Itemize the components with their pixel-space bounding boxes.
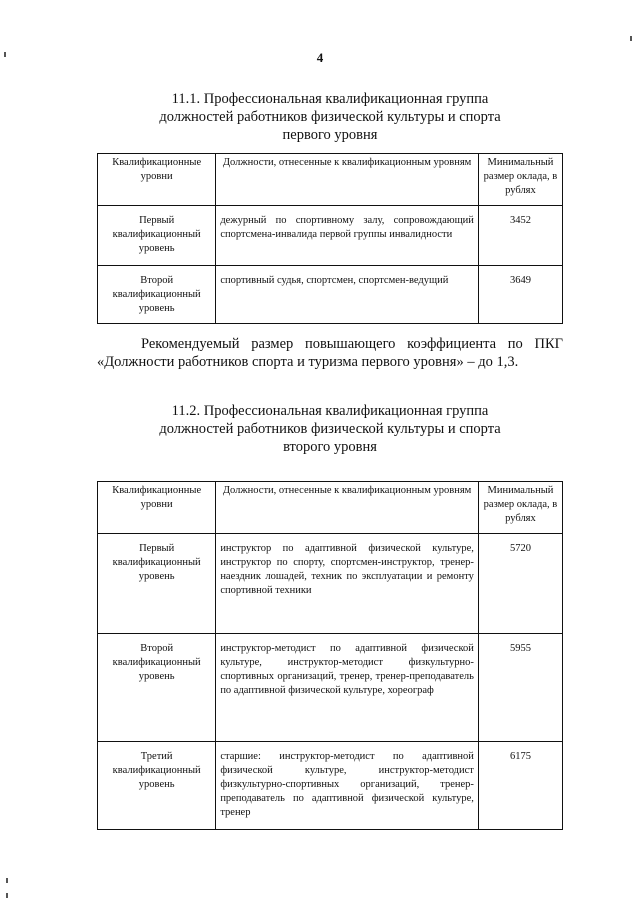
section-2-title-line: должностей работников физической культуры и спорта <box>159 421 501 437</box>
recommendation-paragraph: Рекомендуемый размер повышающего коэффициента по ПКГ «Должности работников спорта и туризма первого уровня» – до 1,3. <box>97 336 563 370</box>
table-header-row <box>98 482 563 534</box>
cell-positions: старшие: инструктор-методист по адаптивной физической культуре, инструктор-методист физкультурно-спортивных организаций, тренер-преподаватель по адаптивной физической культуре, тренер <box>216 742 479 830</box>
cell-salary: 3649 <box>478 266 562 324</box>
scan-mark <box>6 878 8 883</box>
table-pkg-level-1 <box>97 153 563 324</box>
scan-mark <box>630 36 632 41</box>
cell-positions: спортивный судья, спортсмен, спортсмен-ведущий <box>216 266 479 324</box>
section-2-title-line: 11.2. Профессиональная квалификационная группа <box>171 403 489 419</box>
table-row <box>98 634 563 742</box>
cell-level: Второй квалификационный уровень <box>98 634 216 742</box>
cell-positions: инструктор-методист по адаптивной физической культуре, инструктор-методист физкультурно-спортивных организаций, тренер, тренер-преподаватель по адаптивной физической культуре, хореограф <box>216 634 479 742</box>
cell-level: Второй квалификационный уровень <box>98 266 216 324</box>
cell-level: Третий квалификационный уровень <box>98 742 216 830</box>
header-levels: Квалификационные уровни <box>98 482 216 534</box>
header-positions: Должности, отнесенные к квалификационным уровням <box>216 482 479 534</box>
cell-level: Первый квалификационный уровень <box>98 206 216 266</box>
section-1-title <box>100 90 560 144</box>
page-number: 4 <box>316 50 324 65</box>
table-row <box>98 266 563 324</box>
section-2-title-line: второго уровня <box>283 439 377 455</box>
header-positions: Должности, отнесенные к квалификационным уровням <box>216 154 479 206</box>
cell-positions: инструктор по адаптивной физической культуре, инструктор по спорту, спортсмен-инструктор, тренер-наездник лошадей, техник по эксплуатации и ремонту спортивной техники <box>216 534 479 634</box>
cell-level: Первый квалификационный уровень <box>98 534 216 634</box>
section-1-title-line: 11.1. Профессиональная квалификационная группа <box>171 91 489 107</box>
table-header-row <box>98 154 563 206</box>
section-1-title-line: первого уровня <box>282 127 378 143</box>
cell-salary: 6175 <box>478 742 562 830</box>
cell-salary: 5720 <box>478 534 562 634</box>
scan-mark <box>6 893 8 898</box>
table-row <box>98 742 563 830</box>
cell-salary: 5955 <box>478 634 562 742</box>
section-1-title-line: должностей работников физической культуры и спорта <box>159 109 501 125</box>
section-2-title <box>100 402 560 456</box>
cell-positions: дежурный по спортивному залу, сопровождающий спортсмена-инвалида первой группы инвалидности <box>216 206 479 266</box>
table-pkg-level-2 <box>97 481 563 830</box>
cell-salary: 3452 <box>478 206 562 266</box>
table-row <box>98 534 563 634</box>
table-row <box>98 206 563 266</box>
header-levels: Квалификационные уровни <box>98 154 216 206</box>
scan-mark <box>4 52 6 57</box>
header-salary: Минимальный размер оклада, в рублях <box>478 154 562 206</box>
header-salary: Минимальный размер оклада, в рублях <box>478 482 562 534</box>
